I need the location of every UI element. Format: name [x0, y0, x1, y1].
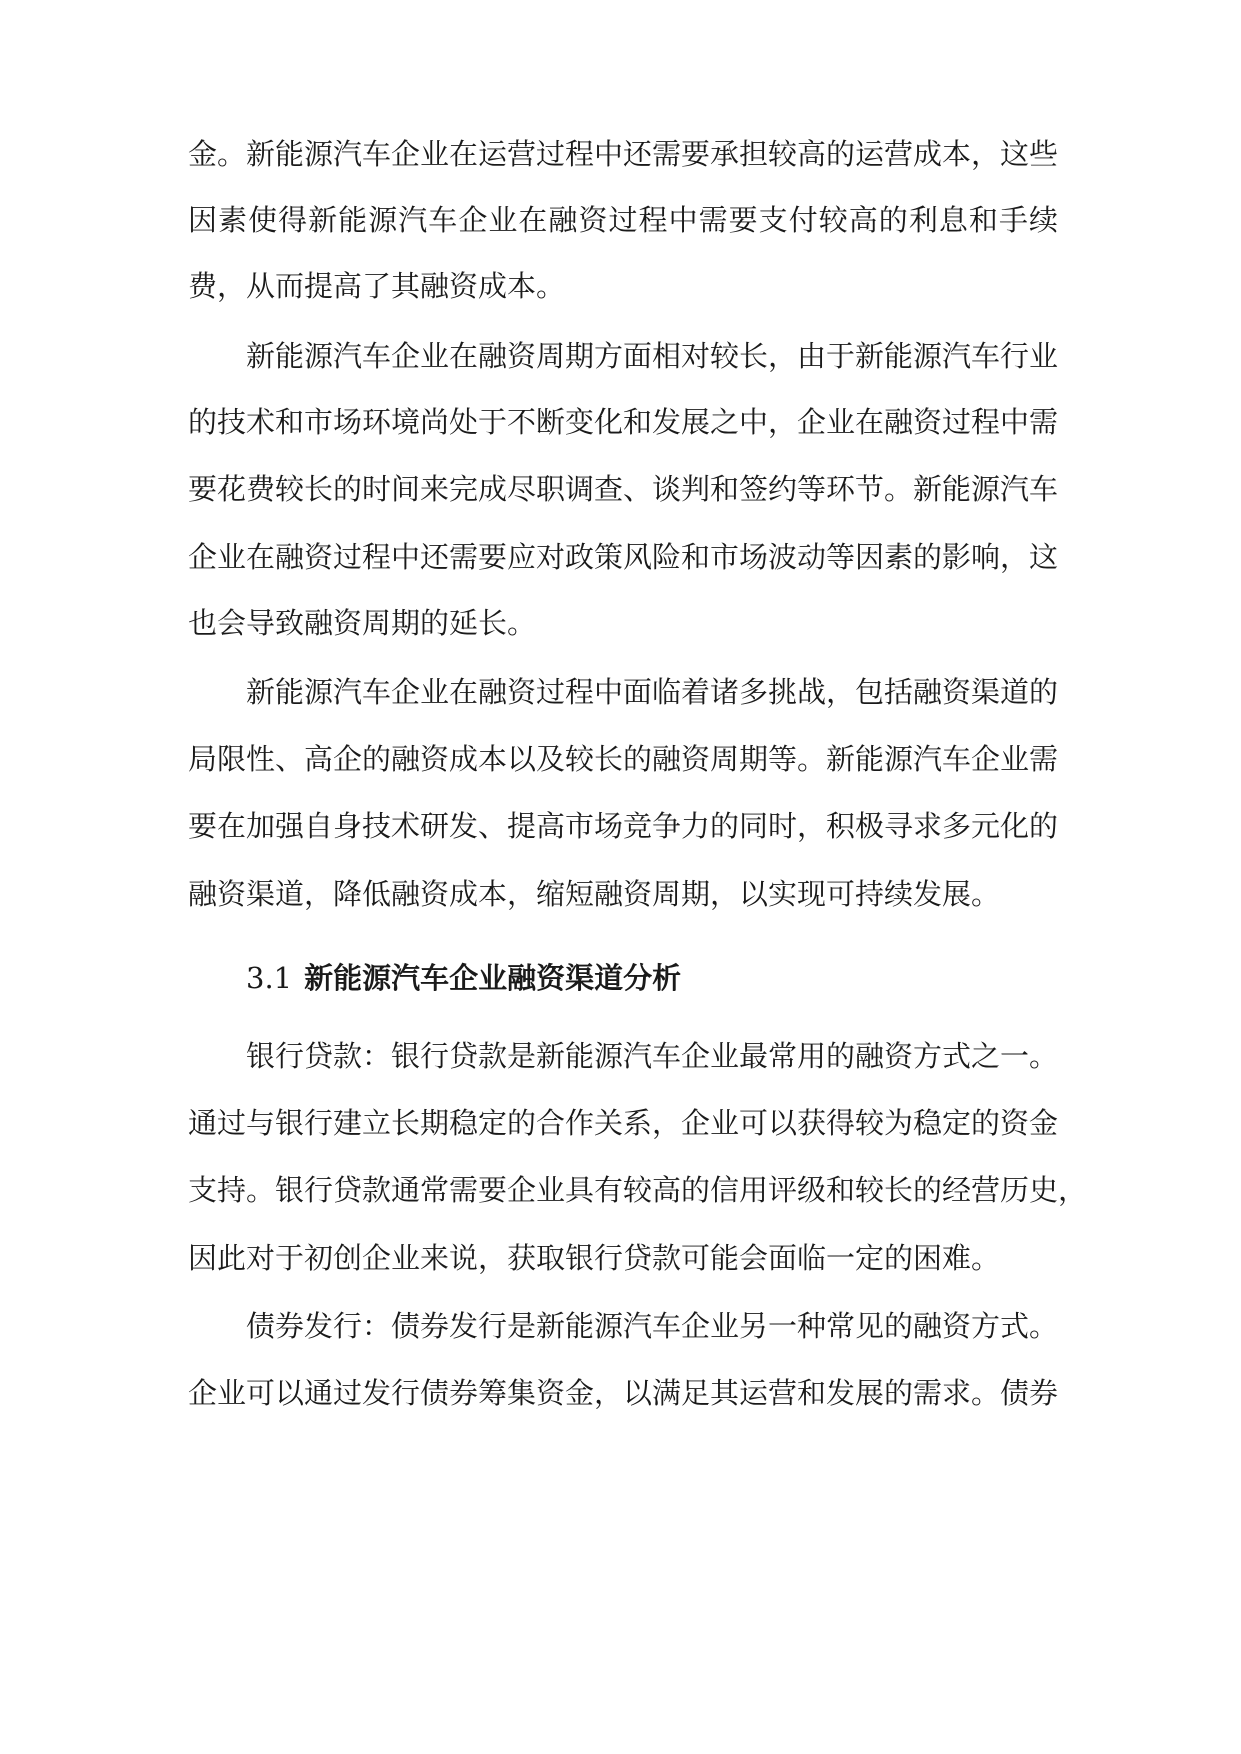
section-paragraph-1-line-2: 通过与银行建立长期稳定的合作关系，企业可以获得较为稳定的资金	[188, 1106, 1059, 1140]
paragraph-2-line-3: 要花费较长的时间来完成尽职调查、谈判和签约等环节。新能源汽车	[188, 472, 1059, 506]
section-paragraph-1-line-3: 支持。银行贷款通常需要企业具有较高的信用评级和较长的经营历史，	[188, 1173, 1088, 1207]
paragraph-2-line-4: 企业在融资过程中还需要应对政策风险和市场波动等因素的影响，这	[188, 540, 1059, 574]
section-paragraph-2-line-1: 债券发行：债券发行是新能源汽车企业另一种常见的融资方式。	[246, 1309, 1059, 1343]
paragraph-1-line-2: 因素使得新能源汽车企业在融资过程中需要支付较高的利息和手续	[188, 203, 1058, 237]
section-number: 3.1	[246, 961, 293, 995]
paragraph-3-line-3: 要在加强自身技术研发、提高市场竞争力的同时，积极寻求多元化的	[188, 809, 1059, 843]
section-title: 新能源汽车企业融资渠道分析	[304, 961, 682, 995]
paragraph-2-line-5: 也会导致融资周期的延长。	[188, 606, 537, 640]
paragraph-3-line-2: 局限性、高企的融资成本以及较长的融资周期等。新能源汽车企业需	[188, 742, 1059, 776]
section-paragraph-1-line-1: 银行贷款：银行贷款是新能源汽车企业最常用的融资方式之一。	[246, 1039, 1059, 1073]
paragraph-2-line-1: 新能源汽车企业在融资周期方面相对较长，由于新能源汽车行业	[246, 339, 1059, 373]
paragraph-3-line-1: 新能源汽车企业在融资过程中面临着诸多挑战，包括融资渠道的	[246, 675, 1059, 709]
paragraph-3-line-4: 融资渠道，降低融资成本，缩短融资周期，以实现可持续发展。	[188, 877, 1001, 911]
section-heading	[246, 958, 681, 998]
paragraph-1-line-3: 费，从而提高了其融资成本。	[188, 269, 566, 303]
paragraph-2-line-2: 的技术和市场环境尚处于不断变化和发展之中，企业在融资过程中需	[188, 405, 1059, 439]
paragraph-1-line-1: 金。新能源汽车企业在运营过程中还需要承担较高的运营成本，这些	[188, 137, 1059, 171]
section-paragraph-2-line-2: 企业可以通过发行债券筹集资金，以满足其运营和发展的需求。债券	[188, 1376, 1059, 1410]
section-paragraph-1-line-4: 因此对于初创企业来说，获取银行贷款可能会面临一定的困难。	[188, 1241, 1001, 1275]
